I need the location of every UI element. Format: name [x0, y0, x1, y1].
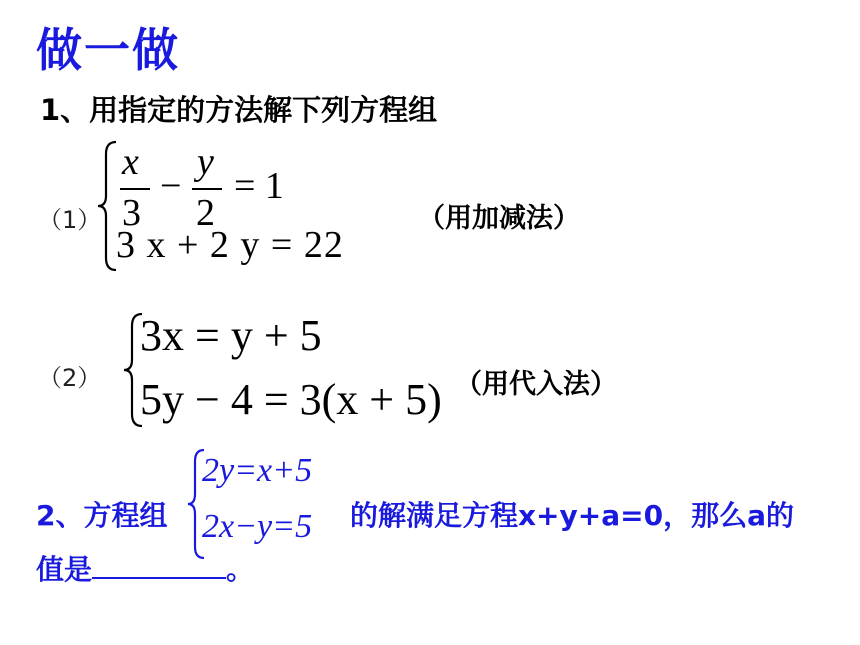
question-2-equation-1: 2y=x+5	[202, 452, 313, 489]
question-2-prefix: 2、方程组	[36, 499, 168, 532]
question-1-heading: 1、用指定的方法解下列方程组	[40, 93, 438, 127]
part-1-label: （1）	[38, 206, 102, 234]
question-2-line-2	[36, 548, 254, 588]
part-1-equation-2: 3 x + 2 y = 22	[116, 224, 344, 266]
fraction-bar-y	[192, 188, 222, 190]
part-1-brace	[96, 140, 118, 272]
part-2-equation-2: 5y − 4 = 3(x + 5)	[140, 375, 442, 424]
answer-blank[interactable]	[92, 555, 226, 579]
fraction-y-denominator: 2	[196, 192, 215, 234]
part-2-method: （用代入法）	[455, 369, 617, 400]
fraction-x-denominator: 3	[122, 192, 141, 234]
page-title: 做一做	[36, 23, 180, 77]
fraction-bar-x	[120, 188, 150, 190]
fraction-y-numerator: y	[197, 141, 214, 183]
minus-sign: −	[160, 165, 182, 207]
question-2-line-2-suffix: 。	[226, 553, 255, 586]
part-1-method: （用加减法）	[418, 203, 580, 234]
part-2-label: （2）	[38, 364, 102, 392]
equation-1-rhs: = 1	[234, 165, 284, 207]
question-2-line-2-prefix: 值是	[36, 553, 93, 586]
fraction-x-numerator: x	[122, 141, 139, 183]
question-2-text: 的解满足方程x+y+a=0，那么a的	[350, 499, 794, 532]
part-2-equation-1: 3x = y + 5	[140, 311, 322, 360]
question-2-equation-2: 2x−y=5	[202, 508, 313, 545]
